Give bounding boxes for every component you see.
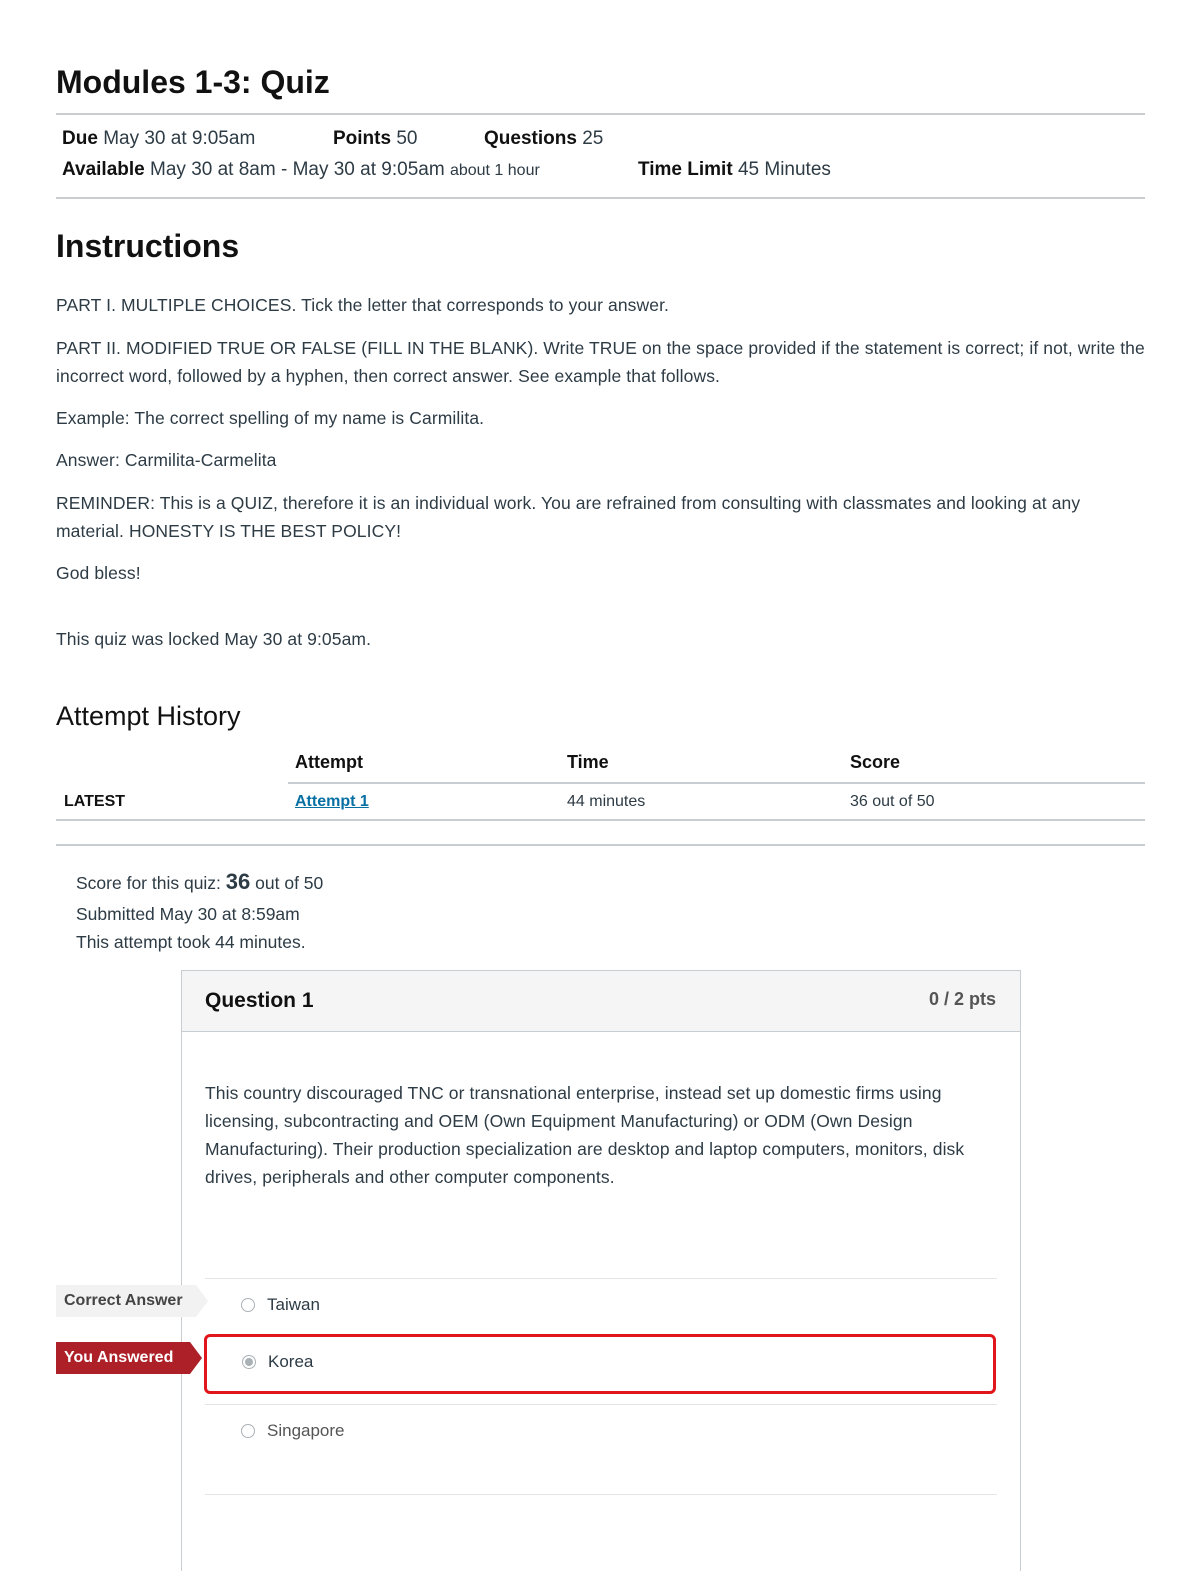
instructions-title: Instructions: [56, 228, 240, 264]
available-duration: about 1 hour: [449, 162, 540, 179]
score-value: 36: [225, 869, 251, 894]
points-info: [333, 128, 417, 150]
points-label: Points: [333, 128, 392, 149]
time-limit-value: 45 Minutes: [737, 159, 831, 180]
column-header-attempt: Attempt: [295, 752, 363, 772]
score-prefix: Score for this quiz:: [76, 873, 226, 893]
correct-answer-flag: Correct Answer: [56, 1285, 196, 1317]
attempt-status: LATEST: [64, 793, 126, 810]
radio-button[interactable]: [241, 1424, 255, 1438]
instruction-blessing: God bless!: [56, 563, 141, 583]
answer-option-korea[interactable]: [204, 1334, 996, 1394]
table-row: [56, 784, 1145, 821]
divider: [56, 113, 1145, 115]
answer-label: Singapore: [267, 1421, 345, 1440]
divider: [56, 844, 1145, 846]
points-value: 50: [396, 128, 418, 149]
instruction-example: Example: The correct spelling of my name is Carmilita.: [56, 408, 485, 428]
answer-label: Taiwan: [267, 1295, 320, 1314]
score-summary: [76, 868, 323, 897]
divider: [205, 1494, 997, 1496]
radio-button-selected[interactable]: [242, 1355, 256, 1369]
instruction-reminder: REMINDER: This is a QUIZ, therefore it is an individual work. You are refrained from consulting with classmates and looking at any material. HONESTY IS THE BEST POLICY!: [56, 493, 1081, 541]
answer-option-singapore[interactable]: [205, 1404, 997, 1463]
available-value: May 30 at 8am - May 30 at 9:05am: [150, 159, 445, 180]
question-header: [182, 971, 1020, 1032]
attempt-score: 36 out of 50: [850, 793, 935, 810]
instruction-part-1: PART I. MULTIPLE CHOICES. Tick the letter that corresponds to your answer.: [56, 295, 670, 315]
available-info: [62, 159, 540, 181]
column-header-score: Score: [850, 752, 901, 772]
radio-button[interactable]: [241, 1298, 255, 1312]
question-title: Question 1: [205, 989, 314, 1012]
question-points: 0 / 2 pts: [928, 989, 996, 1009]
attempt-time: 44 minutes: [567, 793, 646, 810]
instruction-answer: Answer: Carmilita-Carmelita: [56, 450, 277, 470]
instruction-part-2: PART II. MODIFIED TRUE OR FALSE (FILL IN THE BLANK). Write TRUE on the space provided if the statement is correct; if not, write the incorrect word, followed by a hyphen, then correct answer. See example that follows.: [56, 338, 1145, 386]
due-info: [62, 128, 255, 150]
due-value: May 30 at 9:05am: [103, 128, 256, 149]
attempt-1-link[interactable]: Attempt 1: [295, 793, 369, 810]
column-header-time: Time: [567, 752, 609, 772]
answer-label: Korea: [268, 1352, 314, 1371]
question-card: [181, 970, 1021, 1571]
time-limit-label: Time Limit: [638, 159, 733, 180]
answer-option-taiwan[interactable]: [205, 1278, 997, 1337]
attempt-history-title: Attempt History: [56, 701, 241, 731]
score-suffix: out of 50: [250, 873, 324, 893]
due-label: Due: [62, 128, 98, 149]
time-limit-info: [638, 159, 831, 181]
page-title: Modules 1-3: Quiz: [56, 64, 330, 100]
questions-info: [484, 128, 603, 150]
attempt-duration: This attempt took 44 minutes.: [76, 932, 306, 952]
available-label: Available: [62, 159, 145, 180]
locked-notice: This quiz was locked May 30 at 9:05am.: [56, 629, 372, 649]
questions-label: Questions: [484, 128, 577, 149]
questions-value: 25: [582, 128, 604, 149]
submitted-time: Submitted May 30 at 8:59am: [76, 904, 300, 924]
table-header: [288, 750, 1145, 784]
divider: [56, 197, 1145, 199]
you-answered-flag: You Answered: [56, 1342, 190, 1374]
question-text: This country discouraged TNC or transnational enterprise, instead set up domestic firms using licensing, subcontracting and OEM (Own Equipment Manufacturing) or ODM (Own Design Manufacturing). Their production specialization are desktop and laptop computers, monitors, disk drives, peripherals and other computer components.: [205, 1083, 965, 1187]
